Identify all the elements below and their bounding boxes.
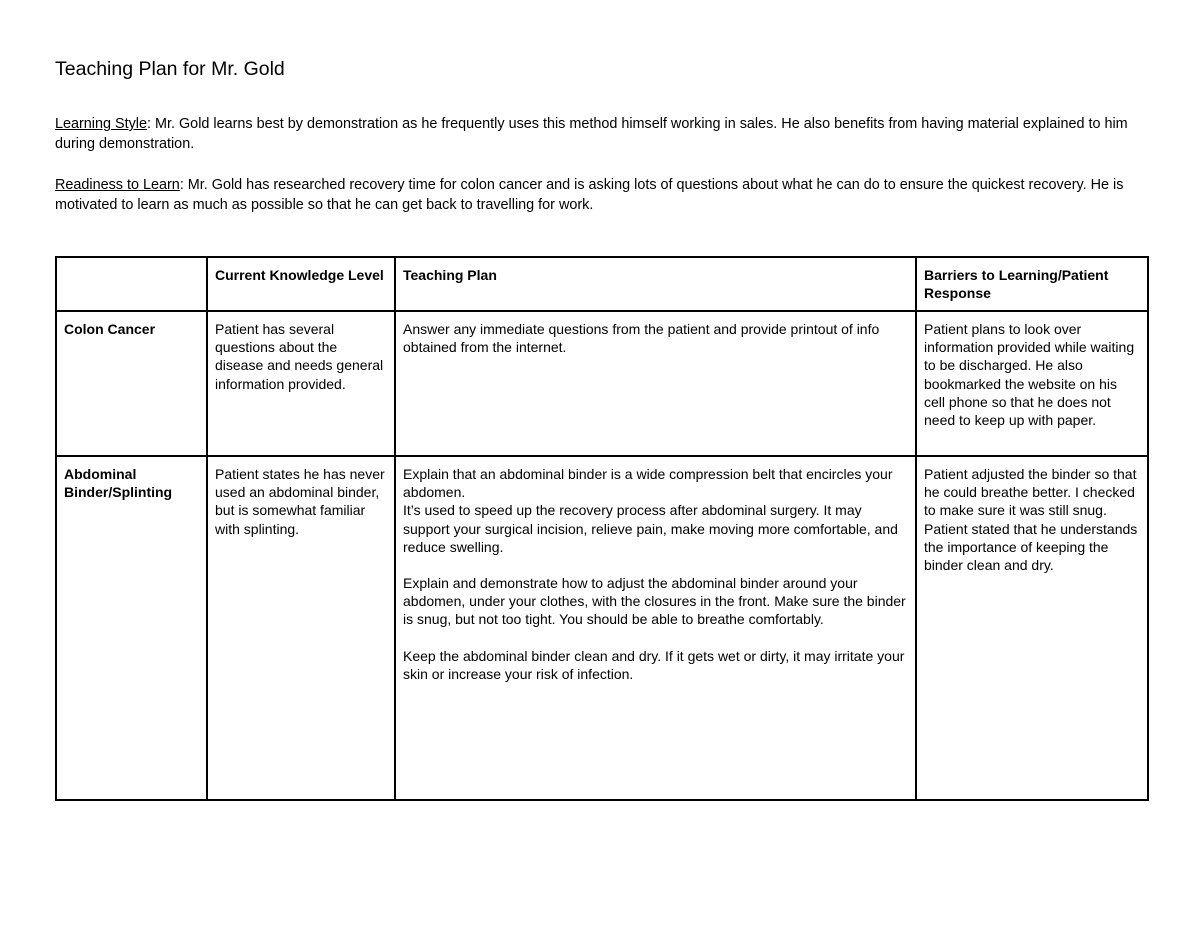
header-cell-plan: Teaching Plan <box>395 257 916 311</box>
knowledge-cell: Patient states he has never used an abdominal binder, but is somewhat familiar with splinting. <box>207 456 395 800</box>
header-cell-knowledge: Current Knowledge Level <box>207 257 395 311</box>
header-cell-topic <box>56 257 207 311</box>
knowledge-cell: Patient has several questions about the disease and needs general information provided. <box>207 311 395 456</box>
document-title: Teaching Plan for Mr. Gold <box>55 58 285 80</box>
plan-cell <box>395 311 916 456</box>
teaching-plan-table <box>55 256 1149 801</box>
plan-paragraph: Explain that an abdominal binder is a wide compression belt that encircles your abdomen. <box>403 466 893 501</box>
header-cell-response: Barriers to Learning/Patient Response <box>916 257 1148 311</box>
readiness-paragraph <box>55 175 1155 215</box>
plan-paragraph: Explain and demonstrate how to adjust the abdominal binder around your abdomen, under your clothes, with the closures in the front. Make sure the binder is snug, but not too tight. You should be able to breathe comfortably. <box>403 575 906 628</box>
response-cell: Patient adjusted the binder so that he could breathe better. I checked to make sure it was still snug. Patient stated that he understands the importance of keeping the binder clean and dry. <box>916 456 1148 800</box>
plan-cell <box>395 456 916 800</box>
plan-paragraph: Keep the abdominal binder clean and dry. If it gets wet or dirty, it may irritate your skin or increase your risk of infection. <box>403 647 905 682</box>
learning-style-label: Learning Style <box>55 116 148 132</box>
topic-cell: Colon Cancer <box>56 311 207 456</box>
table-row <box>56 456 1148 800</box>
response-cell: Patient plans to look over information provided while waiting to be discharged. He also bookmarked the website on his cell phone so that he does not need to keep up with paper. <box>916 311 1148 456</box>
learning-style-text: : Mr. Gold learns best by demonstration as he frequently uses this method himself working in sales. He also benefits from having material explained to him during demonstration. <box>55 116 1128 152</box>
topic-cell: Abdominal Binder/Splinting <box>56 456 207 800</box>
table-header-row <box>56 257 1148 311</box>
readiness-label: Readiness to Learn <box>55 177 180 193</box>
learning-style-paragraph <box>55 114 1155 154</box>
plan-paragraph: It’s used to speed up the recovery process after abdominal surgery. It may support your surgical incision, relieve pain, make moving more comfortable, and reduce swelling. <box>403 502 898 555</box>
table-row <box>56 311 1148 456</box>
plan-paragraph: Answer any immediate questions from the patient and provide printout of info obtained from the internet. <box>403 321 880 356</box>
readiness-text: : Mr. Gold has researched recovery time for colon cancer and is asking lots of questions about what he can do to ensure the quickest recovery. He is motivated to learn as much as possible so that he can get back to travelling for work. <box>55 177 1124 213</box>
